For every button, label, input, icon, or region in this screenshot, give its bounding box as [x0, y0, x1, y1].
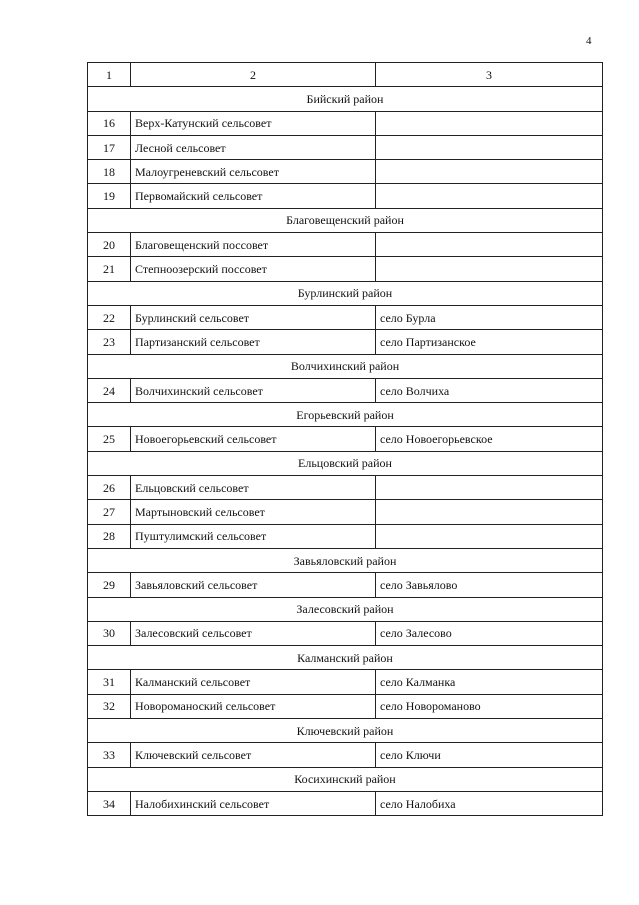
header-col-1: 1 — [88, 63, 131, 87]
municipality-name: Новоегорьевский сельсовет — [131, 427, 376, 451]
admin-center: село Ключи — [376, 743, 603, 767]
admin-center — [376, 524, 603, 548]
district-row — [88, 597, 603, 621]
row-number: 29 — [88, 573, 131, 597]
municipality-name: Ельцовский сельсовет — [131, 476, 376, 500]
municipality-name: Мартыновский сельсовет — [131, 500, 376, 524]
municipality-name: Новороманоский сельсовет — [131, 694, 376, 718]
district-row — [88, 548, 603, 572]
district-name: Косихинский район — [88, 767, 603, 791]
table-row — [88, 257, 603, 281]
district-row — [88, 719, 603, 743]
admin-center — [376, 135, 603, 159]
district-row — [88, 646, 603, 670]
municipality-name: Залесовский сельсовет — [131, 621, 376, 645]
district-row — [88, 281, 603, 305]
table-body — [88, 63, 603, 816]
row-number: 20 — [88, 233, 131, 257]
row-number: 26 — [88, 476, 131, 500]
row-number: 33 — [88, 743, 131, 767]
admin-center: село Завьялово — [376, 573, 603, 597]
municipality-name: Степноозерский поссовет — [131, 257, 376, 281]
row-number: 34 — [88, 791, 131, 815]
table-row — [88, 111, 603, 135]
municipality-name: Завьяловский сельсовет — [131, 573, 376, 597]
admin-center — [376, 500, 603, 524]
row-number: 19 — [88, 184, 131, 208]
row-number: 24 — [88, 378, 131, 402]
district-name: Завьяловский район — [88, 548, 603, 572]
municipality-name: Малоугреневский сельсовет — [131, 160, 376, 184]
district-name: Ключевский район — [88, 719, 603, 743]
row-number: 17 — [88, 135, 131, 159]
district-name: Бийский район — [88, 87, 603, 111]
district-row — [88, 354, 603, 378]
header-col-2: 2 — [131, 63, 376, 87]
table-row — [88, 378, 603, 402]
table-row — [88, 670, 603, 694]
table-header-row — [88, 63, 603, 87]
admin-center: село Новороманово — [376, 694, 603, 718]
municipality-name: Калманский сельсовет — [131, 670, 376, 694]
municipalities-table — [87, 62, 603, 816]
row-number: 32 — [88, 694, 131, 718]
district-row — [88, 403, 603, 427]
row-number: 16 — [88, 111, 131, 135]
table-row — [88, 621, 603, 645]
district-name: Благовещенский район — [88, 208, 603, 232]
admin-center — [376, 257, 603, 281]
admin-center — [376, 233, 603, 257]
table-row — [88, 184, 603, 208]
table-row — [88, 791, 603, 815]
table-row — [88, 694, 603, 718]
row-number: 21 — [88, 257, 131, 281]
admin-center: село Бурла — [376, 305, 603, 329]
table-row — [88, 476, 603, 500]
district-row — [88, 208, 603, 232]
table-row — [88, 524, 603, 548]
admin-center: село Волчиха — [376, 378, 603, 402]
row-number: 25 — [88, 427, 131, 451]
admin-center: село Партизанское — [376, 330, 603, 354]
table-row — [88, 573, 603, 597]
admin-center — [376, 476, 603, 500]
row-number: 23 — [88, 330, 131, 354]
municipality-name: Ключевский сельсовет — [131, 743, 376, 767]
admin-center: село Налобиха — [376, 791, 603, 815]
municipality-name: Первомайский сельсовет — [131, 184, 376, 208]
admin-center — [376, 111, 603, 135]
admin-center: село Новоегорьевское — [376, 427, 603, 451]
district-name: Калманский район — [88, 646, 603, 670]
table-row — [88, 743, 603, 767]
row-number: 28 — [88, 524, 131, 548]
municipality-name: Налобихинский сельсовет — [131, 791, 376, 815]
municipality-name: Лесной сельсовет — [131, 135, 376, 159]
row-number: 18 — [88, 160, 131, 184]
table-row — [88, 135, 603, 159]
municipality-name: Благовещенский поссовет — [131, 233, 376, 257]
row-number: 27 — [88, 500, 131, 524]
district-row — [88, 87, 603, 111]
district-row — [88, 451, 603, 475]
admin-center: село Залесово — [376, 621, 603, 645]
table-row — [88, 427, 603, 451]
municipality-name: Партизанский сельсовет — [131, 330, 376, 354]
municipality-name: Бурлинский сельсовет — [131, 305, 376, 329]
municipality-name: Пуштулимский сельсовет — [131, 524, 376, 548]
row-number: 30 — [88, 621, 131, 645]
district-name: Волчихинский район — [88, 354, 603, 378]
table-row — [88, 233, 603, 257]
row-number: 22 — [88, 305, 131, 329]
row-number: 31 — [88, 670, 131, 694]
district-name: Залесовский район — [88, 597, 603, 621]
district-name: Егорьевский район — [88, 403, 603, 427]
admin-center: село Калманка — [376, 670, 603, 694]
municipality-name: Верх-Катунский сельсовет — [131, 111, 376, 135]
district-row — [88, 767, 603, 791]
admin-center — [376, 184, 603, 208]
district-name: Ельцовский район — [88, 451, 603, 475]
municipality-name: Волчихинский сельсовет — [131, 378, 376, 402]
table-row — [88, 160, 603, 184]
table-row — [88, 330, 603, 354]
header-col-3: 3 — [376, 63, 603, 87]
table-row — [88, 500, 603, 524]
table-row — [88, 305, 603, 329]
page-number: 4 — [586, 35, 592, 47]
admin-center — [376, 160, 603, 184]
district-name: Бурлинский район — [88, 281, 603, 305]
